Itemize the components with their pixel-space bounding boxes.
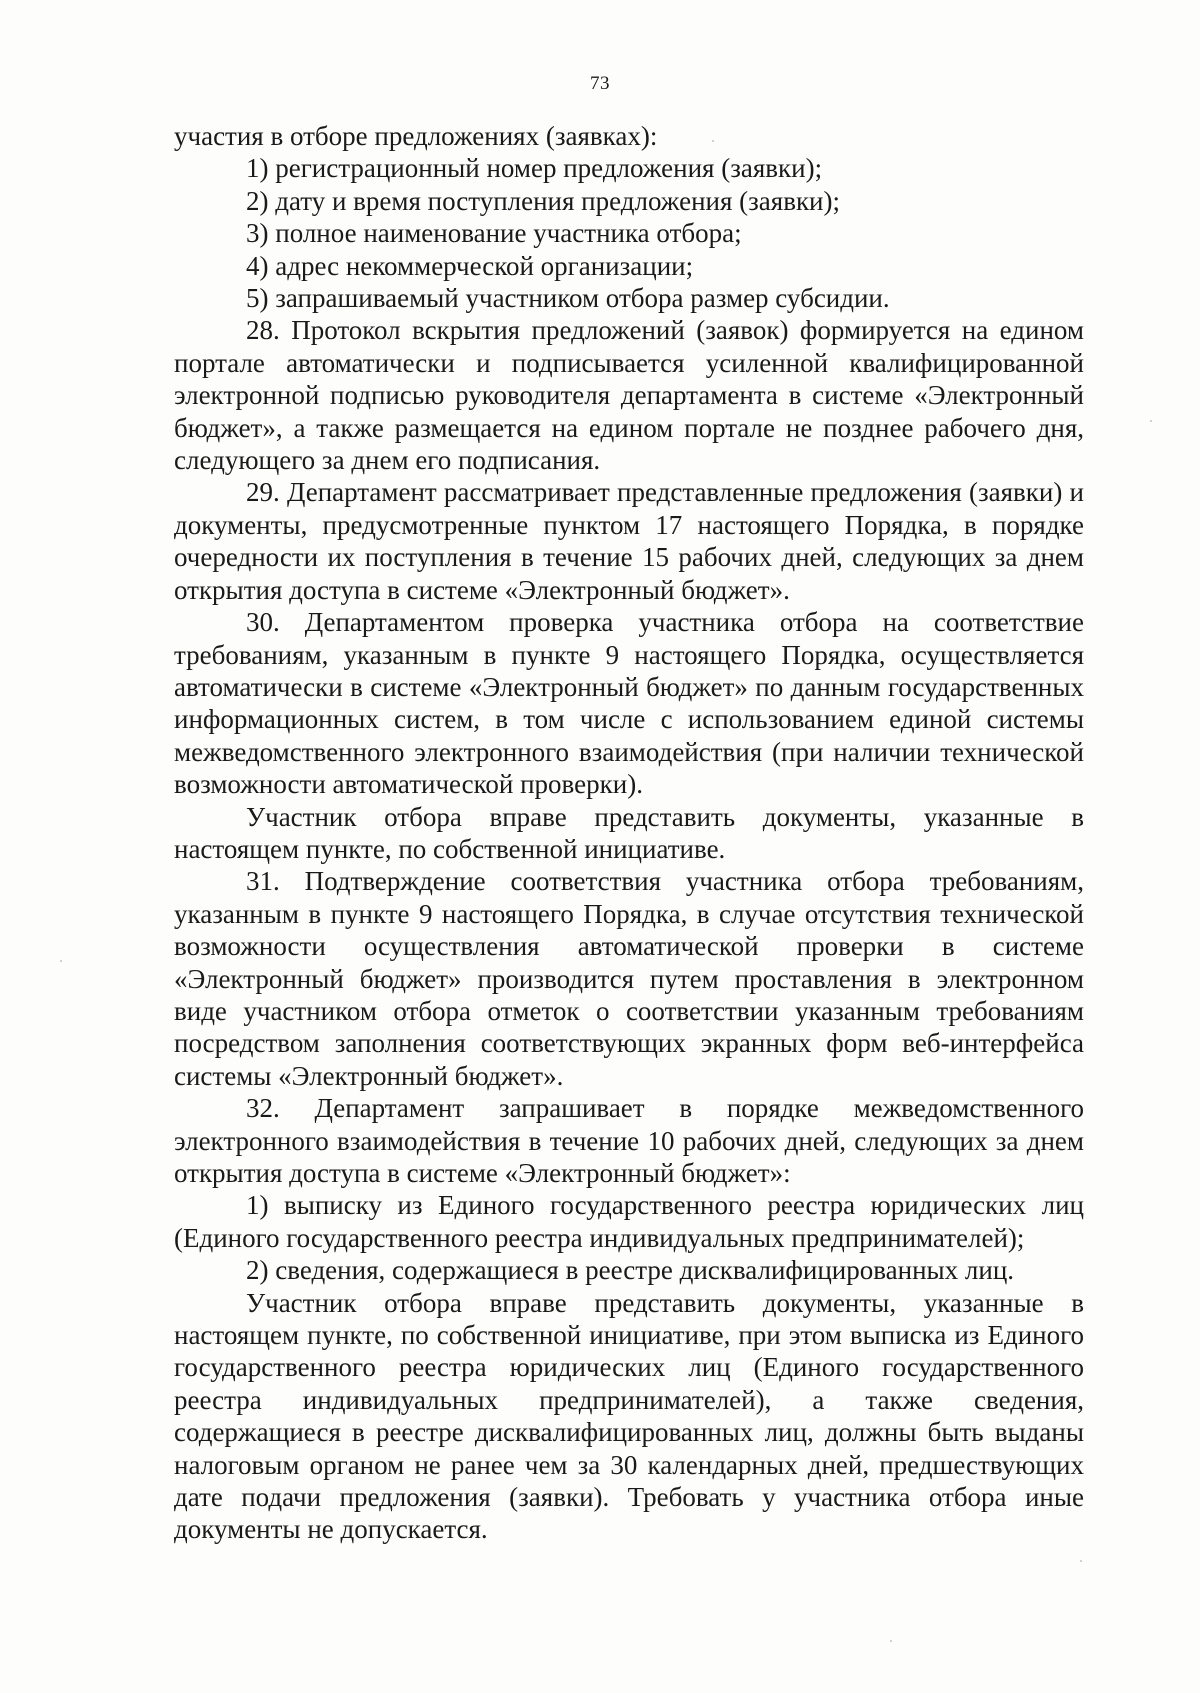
list-item: 1) регистрационный номер предложения (заявки); <box>246 153 823 184</box>
paragraph-30-note: Участник отбора вправе представить документы, указанные в настоящем пункте, по собственной инициативе. <box>174 801 1084 864</box>
scan-speck <box>1080 1560 1082 1562</box>
list-item: 5) запрашиваемый участником отбора размер субсидии. <box>246 283 890 314</box>
list-item: 2) сведения, содержащиеся в реестре дисквалифицированных лиц. <box>246 1255 1015 1286</box>
paragraph-28: 28. Протокол вскрытия предложений (заявок) формируется на едином портале автоматически и подписывается усиленной квалифицированной электронной подписью руководителя департамента в системе «Электронный бюджет», а также размещается на едином портале не позднее рабочего дня, следующего за днем его подписания. <box>174 315 1084 476</box>
paragraph-29: 29. Департамент рассматривает представленные предложения (заявки) и документы, предусмотренные пунктом 17 настоящего Порядка, в порядке очередности их поступления в течение 15 рабочих дней, следующих за днем открытия доступа в системе «Электронный бюджет». <box>174 477 1084 605</box>
intro-line: участия в отборе предложениях (заявках): <box>174 121 658 151</box>
paragraph-32: 32. Департамент запрашивает в порядке межведомственного электронного взаимодействия в течение 10 рабочих дней, следующих за днем открытия доступа в системе «Электронный бюджет»: <box>174 1093 1084 1188</box>
paragraph-32-note: Участник отбора вправе представить документы, указанные в настоящем пункте, по собственной инициативе, при этом выписка из Единого государственного реестра юридических лиц (Единого государственного реестра индивидуальных предпринимателей), а также сведения, содержащиеся в реестре дисквалифицированных лиц, должны быть выданы налоговым органом не ранее чем за 30 календарных дней, предшествующих дате подачи предложения (заявки). Требовать у участника отбора иные документы не допускается. <box>174 1287 1084 1545</box>
scan-speck <box>60 960 62 962</box>
page-number: 73 <box>590 73 610 94</box>
list-item: 2) дату и время поступления предложения (заявки); <box>246 185 840 216</box>
paragraph-31: 31. Подтверждение соответствия участника отбора требованиям, указанным в пункте 9 настоящего Порядка, в случае отсутствия технической возможности осуществления автоматической проверки в системе «Электронный бюджет» производится путем проставления в электронном виде участником отбора отметок о соответствии указанным требованиям посредством заполнения соответствующих экранных форм веб-интерфейса системы «Электронный бюджет». <box>174 866 1084 1091</box>
list-item: 1) выписку из Единого государственного реестра юридических лиц (Единого государственного реестра индивидуальных предпринимателей); <box>174 1190 1084 1253</box>
scan-speck <box>890 1640 892 1642</box>
paragraph-30: 30. Департаментом проверка участника отбора на соответствие требованиям, указанным в пункте 9 настоящего Порядка, осуществляется автоматически в системе «Электронный бюджет» по данным государственных информационных систем, в том числе с использованием единой системы межведомственного электронного взаимодействия (при наличии технической возможности автоматической проверки). <box>174 607 1084 800</box>
scan-speck <box>712 140 714 142</box>
list-item: 3) полное наименование участника отбора; <box>246 218 742 249</box>
list-item: 4) адрес некоммерческой организации; <box>246 250 694 281</box>
scan-speck <box>1150 420 1152 422</box>
document-body <box>174 120 1084 1546</box>
